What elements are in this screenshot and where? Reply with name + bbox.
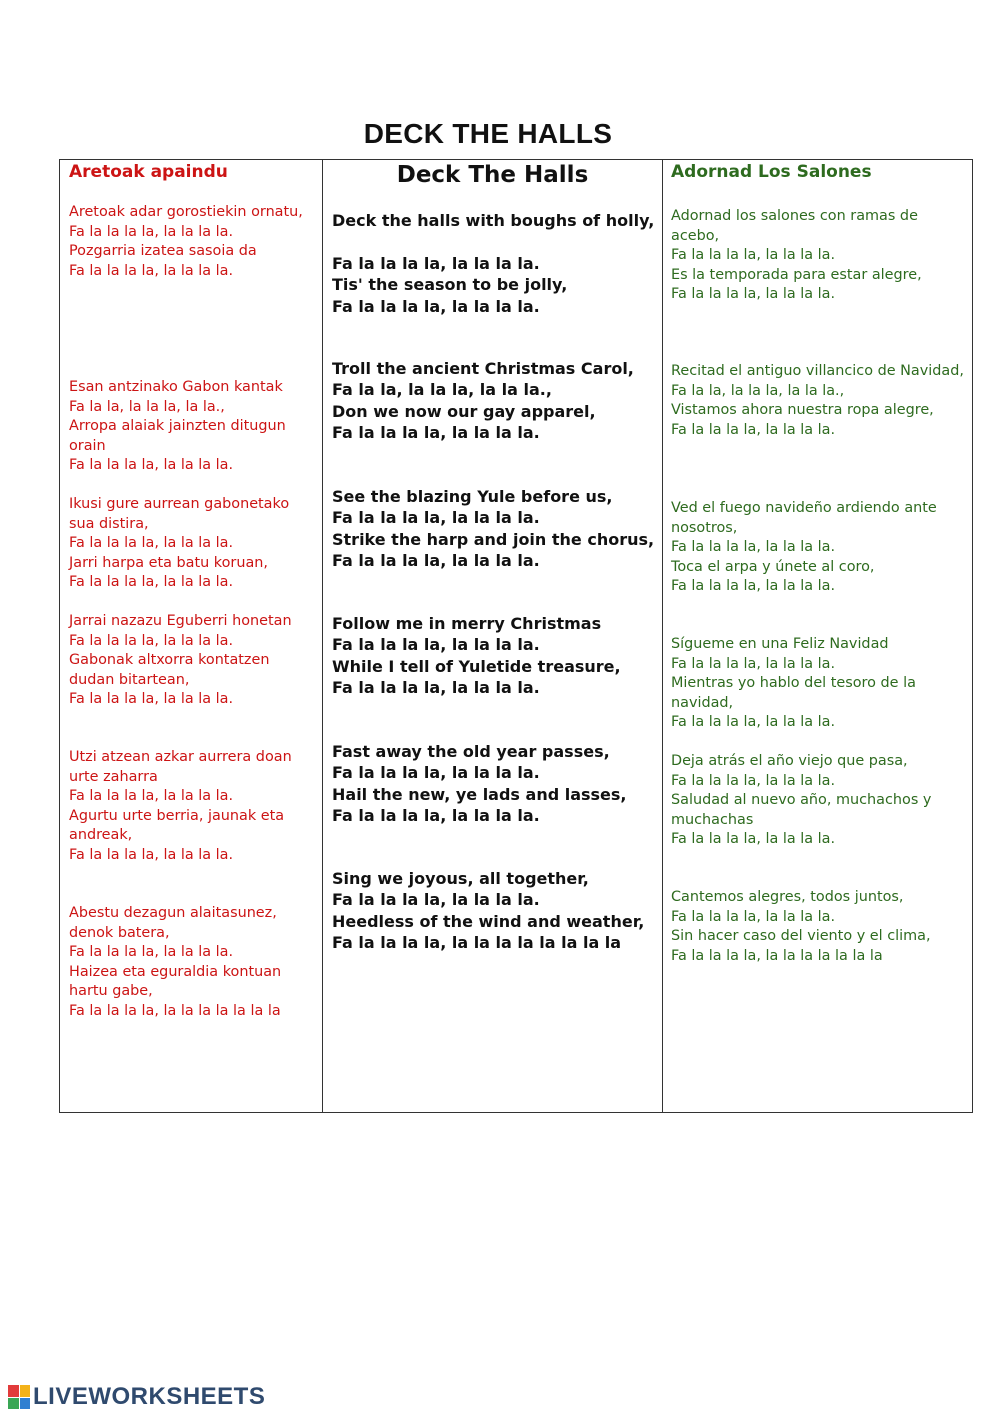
basque-verse-1: Aretoak adar gorostiekin ornatu, Fa la la la la, la la la la. Pozgarria izatea sasoia da Fa la la la la, la la la la. (69, 204, 303, 279)
spanish-verse-3: Ved el fuego navideño ardiendo ante nosotros, Fa la la la la, la la la la. Toca el arpa y únete al coro, Fa la la la la, la la la la. (671, 500, 937, 594)
logo-square-yellow (20, 1385, 31, 1397)
lyrics-table (59, 159, 973, 1113)
spanish-verse-1: Adornad los salones con ramas de acebo, Fa la la la la, la la la la. Es la temporada para estar alegre, Fa la la la la, la la la la. (671, 208, 922, 302)
basque-heading: Aretoak apaindu (69, 162, 228, 182)
english-verse-6: Sing we joyous, all together, Fa la la la la, la la la la. Heedless of the wind and weather, Fa la la la la, la la la la la la la la (332, 869, 645, 953)
page-title: DECK THE HALLS (363, 118, 613, 149)
basque-verse-6: Abestu dezagun alaitasunez, denok batera, Fa la la la la, la la la la. Haizea eta eguraldia kontuan hartu gabe, Fa la la la la, la la la la la la la (69, 905, 282, 1019)
column-basque (60, 160, 323, 1112)
logo-square-red (8, 1385, 19, 1397)
logo-square-blue (20, 1398, 31, 1410)
column-english (323, 160, 663, 1112)
english-verse-5: Fast away the old year passes, Fa la la la la, la la la la. Hail the new, ye lads and lasses, Fa la la la la, la la la la. (332, 742, 627, 826)
english-verse-1: Deck the halls with boughs of holly, Fa la la la la, la la la la. Tis' the season to be jolly, Fa la la la la, la la la la. (332, 211, 655, 316)
basque-verse-3: Ikusi gure aurrean gabonetako sua distira, Fa la la la la, la la la la. Jarri harpa eta batu koruan, Fa la la la la, la la la la. (69, 496, 290, 590)
english-verse-2: Troll the ancient Christmas Carol, Fa la la, la la la, la la la., Don we now our gay apparel, Fa la la la la, la la la la. (332, 359, 634, 443)
basque-verse-4: Jarrai nazazu Eguberri honetan Fa la la la la, la la la la. Gabonak altxorra kontatzen dudan bitartean, Fa la la la la, la la la la. (69, 613, 292, 707)
spanish-verse-4: Sígueme en una Feliz Navidad Fa la la la la, la la la la. Mientras yo hablo del tesoro de la navidad, Fa la la la la, la la la la. (671, 636, 916, 730)
logo-square-green (8, 1398, 19, 1410)
spanish-verse-5: Deja atrás el año viejo que pasa, Fa la la la la, la la la la. Saludad al nuevo año, muchachos y muchachas Fa la la la la, la la la la. (671, 753, 932, 847)
spanish-verse-2: Recitad el antiguo villancico de Navidad, Fa la la, la la la, la la la., Vistamos ahora nuestra ropa alegre, Fa la la la la, la la la la. (671, 363, 964, 438)
spanish-heading: Adornad Los Salones (671, 162, 872, 182)
column-spanish (663, 160, 972, 1112)
logo-mark-icon (8, 1385, 30, 1409)
spanish-verse-6: Cantemos alegres, todos juntos, Fa la la la la, la la la la. Sin hacer caso del viento y el clima, Fa la la la la, la la la la la la la (671, 889, 931, 964)
basque-verse-2: Esan antzinako Gabon kantak Fa la la, la la la, la la., Arropa alaiak jainzten ditugun orain Fa la la la la, la la la la. (69, 379, 286, 473)
english-heading: Deck The Halls (396, 162, 589, 188)
logo-text: LIVEWORKSHEETS (33, 1383, 266, 1410)
english-verse-3: See the blazing Yule before us, Fa la la la la, la la la la. Strike the harp and join the chorus, Fa la la la la, la la la la. (332, 487, 655, 571)
liveworksheets-logo (8, 1382, 265, 1412)
english-verse-4: Follow me in merry Christmas Fa la la la la, la la la la. While I tell of Yuletide treasure, Fa la la la la, la la la la. (332, 614, 621, 698)
basque-verse-5: Utzi atzean azkar aurrera doan urte zaharra Fa la la la la, la la la la. Agurtu urte berria, jaunak eta andreak, Fa la la la la, la la la la. (69, 749, 292, 863)
